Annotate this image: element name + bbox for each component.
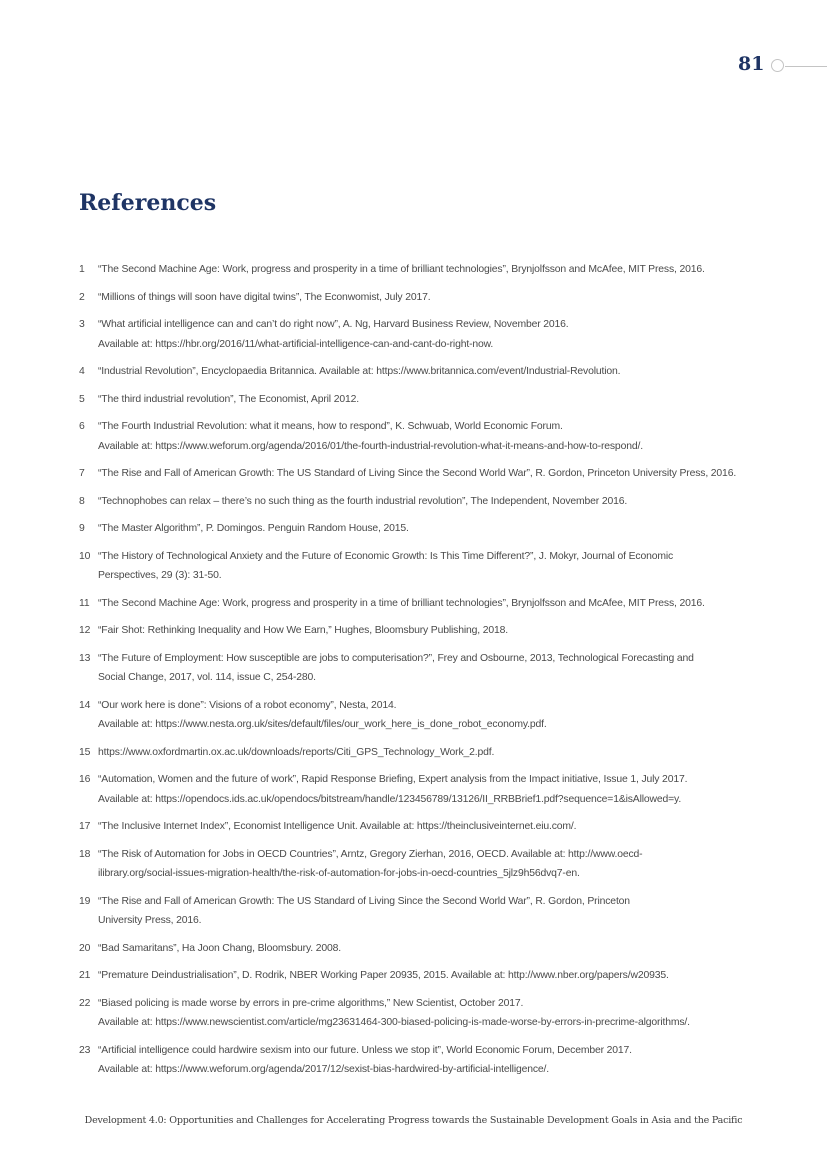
reference-item bbox=[79, 817, 749, 837]
reference-number: 11 bbox=[79, 597, 90, 609]
reference-number: 12 bbox=[79, 625, 91, 636]
reference-line: “The Rise and Fall of American Growth: The US Standard of Living Since the Second World War”, R. Gordon, Princeton University Press, 2016. bbox=[98, 468, 737, 479]
reference-item bbox=[79, 594, 749, 614]
reference-text bbox=[98, 994, 749, 1033]
reference-item bbox=[79, 621, 749, 641]
reference-text bbox=[98, 464, 749, 484]
reference-line: “The Fourth Industrial Revolution: what it means, how to respond”, K. Schwuab, World Economic Forum. bbox=[98, 421, 563, 432]
reference-number: 23 bbox=[79, 1044, 91, 1056]
reference-line: “What artificial intelligence can and can’t do right now”, A. Ng, Harvard Business Review, November 2016. bbox=[98, 319, 569, 330]
reference-number: 4 bbox=[79, 366, 85, 377]
reference-number: 6 bbox=[79, 421, 85, 432]
reference-line: ilibrary.org/social-issues-migration-health/the-risk-of-automation-for-jobs-in-oecd-countries_5jlz9h56dvq7-en. bbox=[98, 868, 580, 879]
reference-item bbox=[79, 288, 749, 308]
reference-text bbox=[98, 743, 749, 763]
reference-text bbox=[98, 594, 749, 614]
reference-line: Available at: https://www.weforum.org/agenda/2016/01/the-fourth-industrial-revolution-what-it-means-and-how-to-respond/. bbox=[98, 440, 643, 452]
reference-item bbox=[79, 892, 749, 931]
page-number-circle bbox=[771, 59, 784, 72]
reference-line: “The Second Machine Age: Work, progress and prosperity in a time of brilliant technologies”, Brynjolfsson and McAfee, MIT Press, 2016. bbox=[98, 597, 705, 609]
reference-item bbox=[79, 390, 749, 410]
reference-text bbox=[98, 621, 749, 641]
reference-text bbox=[98, 519, 749, 539]
reference-text bbox=[98, 966, 749, 986]
reference-text bbox=[98, 288, 749, 308]
reference-text bbox=[98, 260, 749, 280]
reference-text bbox=[98, 1041, 749, 1080]
reference-item bbox=[79, 315, 749, 354]
reference-line: Available at: https://www.newscientist.com/article/mg23631464-300-biased-policing-is-made-worse-by-errors-in-precrime-algorithms/. bbox=[98, 1017, 690, 1028]
reference-number: 2 bbox=[79, 291, 85, 303]
reference-text bbox=[98, 770, 749, 809]
reference-line: “The third industrial revolution”, The Economist, April 2012. bbox=[98, 393, 359, 405]
reference-line: “Industrial Revolution”, Encyclopaedia Britannica. Available at: https://www.britannica.com/event/Industrial-Revolution. bbox=[98, 366, 621, 377]
reference-text bbox=[98, 417, 749, 456]
reference-item bbox=[79, 696, 749, 735]
reference-line: “The Rise and Fall of American Growth: The US Standard of Living Since the Second World War”, R. Gordon, Princeton bbox=[98, 895, 630, 907]
reference-item bbox=[79, 417, 749, 456]
reference-list bbox=[79, 260, 749, 1088]
reference-text bbox=[98, 817, 749, 837]
reference-item bbox=[79, 464, 749, 484]
reference-item bbox=[79, 260, 749, 280]
reference-number: 14 bbox=[79, 699, 91, 711]
reference-number: 17 bbox=[79, 821, 91, 832]
reference-text bbox=[98, 845, 749, 884]
reference-line: Available at: https://hbr.org/2016/11/what-artificial-intelligence-can-and-cant-do-right-now. bbox=[98, 338, 494, 350]
reference-line: Available at: https://opendocs.ids.ac.uk/opendocs/bitstream/handle/123456789/13126/II_RRBBrief1.pdf?sequence=1&isAllowed=y. bbox=[98, 793, 682, 805]
reference-line: “Biased policing is made worse by errors in pre-crime algorithms,” New Scientist, October 2017. bbox=[98, 997, 524, 1009]
reference-line: “Millions of things will soon have digital twins”, The Econwomist, July 2017. bbox=[98, 291, 431, 303]
reference-line: https://www.oxfordmartin.ox.ac.uk/downloads/reports/Citi_GPS_Technology_Work_2.pdf. bbox=[98, 746, 495, 758]
reference-item bbox=[79, 547, 749, 586]
reference-number: 22 bbox=[79, 997, 91, 1009]
reference-number: 15 bbox=[79, 746, 91, 758]
reference-line: “Automation, Women and the future of work”, Rapid Response Briefing, Expert analysis from the Impact initiative, Issue 1, July 2017. bbox=[98, 774, 688, 785]
reference-number: 8 bbox=[79, 495, 85, 507]
reference-line: “Premature Deindustrialisation”, D. Rodrik, NBER Working Paper 20935, 2015. Available at: http://www.nber.org/papers/w20935. bbox=[98, 970, 669, 981]
reference-number: 20 bbox=[79, 942, 91, 954]
reference-line: “Artificial intelligence could hardwire sexism into our future. Unless we stop it”, World Economic Forum, December 2017. bbox=[98, 1044, 632, 1056]
reference-text bbox=[98, 390, 749, 410]
reference-item bbox=[79, 492, 749, 512]
reference-number: 7 bbox=[79, 468, 85, 479]
reference-line: Perspectives, 29 (3): 31-50. bbox=[98, 570, 222, 581]
reference-line: “The Second Machine Age: Work, progress and prosperity in a time of brilliant technologies”, Brynjolfsson and McAfee, MIT Press, 2016. bbox=[98, 264, 705, 275]
reference-line: “The Inclusive Internet Index”, Economist Intelligence Unit. Available at: https://theinclusiveinternet.eiu.com/. bbox=[98, 821, 577, 832]
reference-line: “Bad Samaritans”, Ha Joon Chang, Bloomsbury. 2008. bbox=[98, 942, 341, 954]
reference-item bbox=[79, 994, 749, 1033]
reference-number: 16 bbox=[79, 774, 91, 785]
reference-number: 5 bbox=[79, 393, 85, 405]
reference-item bbox=[79, 939, 749, 959]
reference-line: “Technophobes can relax – there’s no such thing as the fourth industrial revolution”, The Independent, November 2016. bbox=[98, 495, 628, 507]
reference-item bbox=[79, 845, 749, 884]
reference-number: 3 bbox=[79, 319, 85, 330]
reference-line: University Press, 2016. bbox=[98, 915, 202, 926]
reference-line: “The History of Technological Anxiety and the Future of Economic Growth: Is This Time Different?”, J. Mokyr, Journal of Economic bbox=[98, 550, 674, 562]
reference-item bbox=[79, 966, 749, 986]
reference-item bbox=[79, 743, 749, 763]
reference-line: “The Risk of Automation for Jobs in OECD Countries”, Arntz, Gregory Zierhan, 2016, OECD. Available at: http://www.oecd- bbox=[98, 848, 643, 860]
reference-text bbox=[98, 492, 749, 512]
reference-item bbox=[79, 519, 749, 539]
reference-line: “Our work here is done”: Visions of a robot economy”, Nesta, 2014. bbox=[98, 699, 397, 711]
reference-number: 9 bbox=[79, 523, 85, 534]
reference-item bbox=[79, 362, 749, 382]
page-footer: Development 4.0: Opportunities and Challenges for Accelerating Progress towards the Sustainable Development Goals in Asia and the Pacific bbox=[84, 1115, 743, 1126]
reference-text bbox=[98, 362, 749, 382]
reference-item bbox=[79, 649, 749, 688]
reference-text bbox=[98, 547, 749, 586]
reference-line: Social Change, 2017, vol. 114, issue C, 254-280. bbox=[98, 672, 316, 683]
reference-text bbox=[98, 649, 749, 688]
page-number: 81 bbox=[738, 53, 765, 75]
reference-line: Available at: https://www.weforum.org/agenda/2017/12/sexist-bias-hardwired-by-artificial-intelligence/. bbox=[98, 1064, 550, 1075]
reference-line: “Fair Shot: Rethinking Inequality and How We Earn,” Hughes, Bloomsbury Publishing, 2018. bbox=[98, 625, 508, 636]
reference-line: “The Master Algorithm”, P. Domingos. Penguin Random House, 2015. bbox=[98, 523, 409, 534]
reference-number: 10 bbox=[79, 550, 91, 562]
page-title: References bbox=[79, 190, 217, 216]
reference-text bbox=[98, 315, 749, 354]
reference-text bbox=[98, 892, 749, 931]
reference-number: 21 bbox=[79, 970, 91, 981]
reference-line: Available at: https://www.nesta.org.uk/sites/default/files/our_work_here_is_done_robot_economy.pdf. bbox=[98, 719, 547, 730]
reference-item bbox=[79, 1041, 749, 1080]
reference-line: “The Future of Employment: How susceptible are jobs to computerisation?”, Frey and Osbourne, 2013, Technological Forecasting and bbox=[98, 652, 694, 664]
reference-number: 18 bbox=[79, 848, 91, 860]
reference-number: 1 bbox=[79, 264, 85, 275]
reference-text bbox=[98, 696, 749, 735]
reference-item bbox=[79, 770, 749, 809]
reference-number: 19 bbox=[79, 895, 91, 907]
reference-text bbox=[98, 939, 749, 959]
reference-number: 13 bbox=[79, 652, 91, 664]
page-number-rule bbox=[785, 66, 827, 67]
